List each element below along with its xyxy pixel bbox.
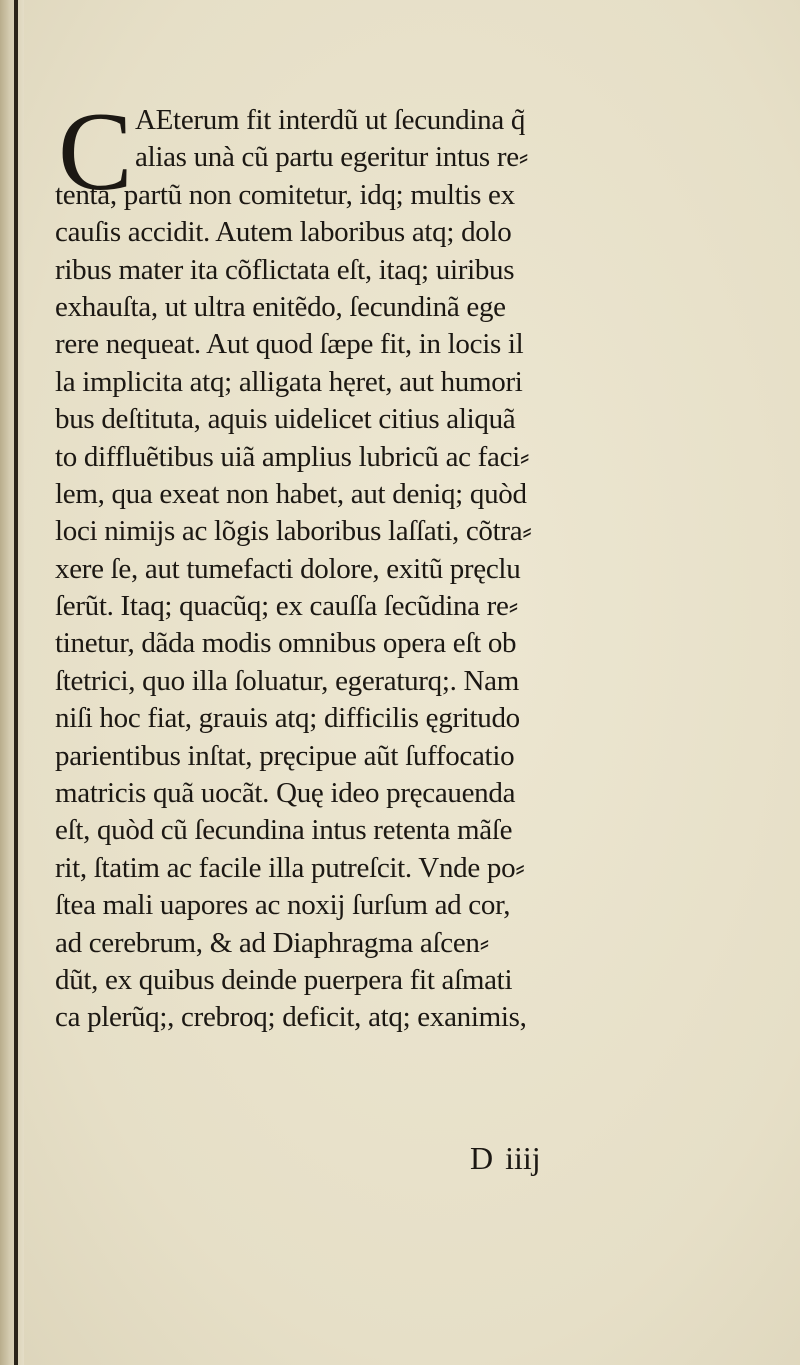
text-line: cauſis accidit. Autem laboribus atq; dolo [55, 216, 512, 249]
text-line: eſt, quòd cũ ſecundina intus retenta mãſe [55, 814, 513, 847]
text-line: ſerũt. Itaq; quacũq; ex cauſſa ſecũdina re⸗ [55, 590, 518, 623]
text-line: rere nequeat. Aut quod ſæpe fit, in locis il [55, 328, 524, 361]
text-line: tenta, partũ non comitetur, idq; multis ex [55, 178, 515, 211]
text-line: to diffluẽtibus uiã amplius lubricũ ac faci⸗ [55, 440, 530, 473]
text-line: bus deſtituta, aquis uidelicet citius aliquã [55, 403, 516, 436]
drop-cap: C [58, 90, 133, 214]
text-line: tinetur, dãda modis omnibus opera eſt ob [55, 627, 517, 660]
signature-mark [470, 1138, 553, 1178]
text-line: loci nimijs ac lõgis laboribus laſſati, cõtra⸗ [55, 515, 532, 548]
text-line: la implicita atq; alligata hęret, aut humori [55, 365, 523, 398]
text-line: niſi hoc fiat, grauis atq; difficilis ęgritudo [55, 702, 520, 735]
binding-gutter [0, 0, 24, 1365]
text-line: ſtea mali uapores ac noxij ſurſum ad cor, [55, 889, 511, 922]
text-block [55, 90, 680, 1037]
signature-number: iiij [505, 1140, 541, 1176]
text-line: alias unà cũ partu egeritur intus re⸗ [135, 141, 529, 174]
text-line: xere ſe, aut tumefacti dolore, exitũ pręclu [55, 552, 521, 585]
text-line: lem, qua exeat non habet, aut deniq; quòd [55, 477, 527, 510]
text-line: matricis quã uocãt. Quę ideo pręcauenda [55, 777, 516, 810]
text-lines [55, 102, 680, 1037]
text-line: ad cerebrum, & ad Diaphragma aſcen⸗ [55, 926, 489, 959]
text-line: ribus mater ita cõflictata eſt, itaq; uiribus [55, 253, 515, 286]
text-line: ca plerũq;, crebroq; deficit, atq; exanimis, [55, 1001, 527, 1034]
text-line: rit, ſtatim ac facile illa putreſcit. Vnde po⸗ [55, 851, 525, 884]
text-line: exhauſta, ut ultra enitẽdo, ſecundinã ege [55, 290, 506, 323]
text-line: AEterum fit interdũ ut ſecundina q̃ [135, 104, 526, 136]
text-line: ſtetrici, quo illa ſoluatur, egeraturq;. Nam [55, 664, 519, 697]
page-edge-line [14, 0, 18, 1365]
text-line: parientibus inſtat, pręcipue aũt ſuffocatio [55, 739, 515, 772]
signature-letter: D [470, 1140, 494, 1176]
text-line: dũt, ex quibus deinde puerpera fit aſmati [55, 963, 513, 996]
